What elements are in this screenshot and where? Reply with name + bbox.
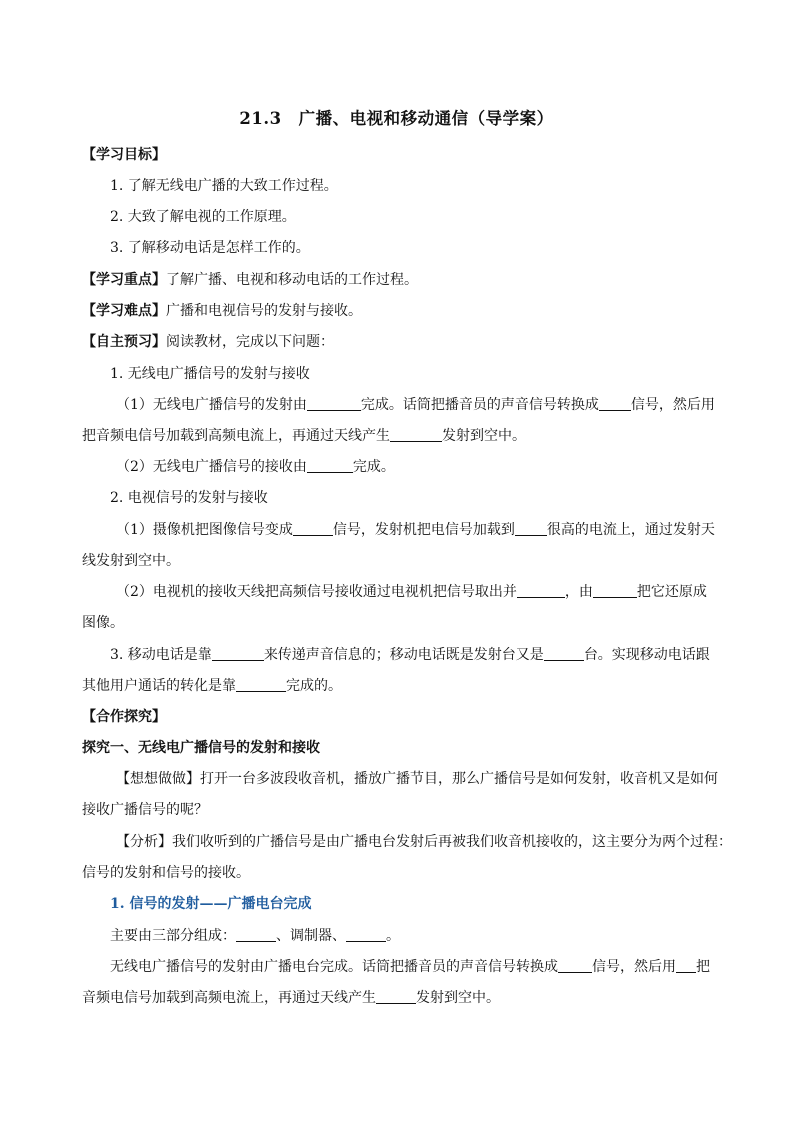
q2-p1-text-b: 信号，发射机把电信号加载到: [332, 522, 515, 538]
q3-p1b-text-b: 完成的。: [286, 678, 342, 694]
difficulty-label: 【学习难点】: [82, 303, 166, 319]
key-point-text: 了解广播、电视和移动电话的工作过程。: [166, 272, 418, 288]
blank-field[interactable]: [236, 927, 276, 942]
blank-field[interactable]: [390, 427, 442, 442]
q2-p2-text-b: ，由: [564, 584, 593, 600]
blank-field[interactable]: [558, 958, 592, 973]
blank-field[interactable]: [676, 958, 696, 973]
objective-item-3: 3. 了解移动电话是怎样工作的。: [110, 240, 310, 256]
para-line: [110, 957, 740, 977]
q1-p2-text-b: 完成。: [352, 459, 395, 475]
preview-line: [82, 332, 712, 352]
q1-para1: [116, 395, 746, 415]
blank-field[interactable]: [515, 521, 547, 536]
q1-p2-text-a: （2）无线电广播信号的接收由: [116, 459, 307, 475]
q3-para1: [110, 645, 740, 665]
para-text-b: 信号，然后用: [592, 959, 676, 975]
q3-para1b: [82, 676, 712, 696]
key-point-line: [82, 270, 712, 290]
sub-heading-1: 1. 信号的发射——广播电台完成: [110, 896, 312, 912]
blank-field[interactable]: [517, 583, 565, 598]
q1-para1b: [82, 426, 712, 446]
blank-field[interactable]: [599, 396, 631, 411]
objective-item-2: 2. 大致了解电视的工作原理。: [110, 209, 296, 225]
difficulty-line: [82, 301, 712, 321]
blank-field[interactable]: [293, 521, 333, 536]
compose-text-c: 。: [386, 928, 400, 944]
q2-para1b: 线发射到空中。: [82, 553, 180, 569]
difficulty-text: 广播和电视信号的发射与接收。: [166, 303, 362, 319]
para-line-2: [82, 988, 712, 1008]
q1-p1-text-b: 完成。话筒把播音员的声音信号转换成: [360, 397, 599, 413]
think-line: [116, 769, 746, 789]
para-text-c: 把: [696, 959, 710, 975]
blank-field[interactable]: [593, 583, 637, 598]
q2-para2: [116, 582, 746, 602]
think-label: 【想想做做】: [116, 771, 200, 787]
q2-para1: [116, 520, 746, 540]
analysis-text: 我们收听到的广播信号是由广播电台发射后再被我们收音机接收的，这主要分为两个过程：: [172, 834, 732, 850]
analysis-label: 【分析】: [116, 834, 172, 850]
blank-field[interactable]: [307, 458, 353, 473]
key-point-label: 【学习重点】: [82, 272, 166, 288]
q3-p1-text-c: 台。实现移动电话跟: [583, 647, 710, 663]
page-title: 21.3 广播、电视和移动通信（导学案）: [239, 109, 554, 128]
blank-field[interactable]: [544, 646, 584, 661]
q2-p1-text-c: 很高的电流上，通过发射天: [546, 522, 715, 538]
q3-p1-text-b: 来传递声音信息的；移动电话既是发射台又是: [263, 647, 544, 663]
q1-para2: [116, 457, 746, 477]
q2-para2b: 图像。: [82, 615, 124, 631]
q1-p1-text-a: （1）无线电广播信号的发射由: [116, 397, 307, 413]
q1-heading: 1. 无线电广播信号的发射与接收: [110, 366, 310, 382]
preview-label: 【自主预习】: [82, 334, 166, 350]
q3-p1b-text-a: 其他用户通话的转化是靠: [82, 678, 236, 694]
compose-line: [110, 926, 740, 946]
compose-text-b: 、调制器、: [276, 928, 346, 944]
q2-p1-text-a: （1）摄像机把图像信号变成: [116, 522, 293, 538]
para2-text-b: 发射到空中。: [416, 990, 500, 1006]
blank-field[interactable]: [346, 927, 386, 942]
q2-heading: 2. 电视信号的发射与接收: [110, 490, 268, 506]
cooperate-heading: 【合作探究】: [82, 709, 166, 725]
inquiry-1-heading: 探究一、无线电广播信号的发射和接收: [82, 740, 320, 756]
blank-field[interactable]: [307, 396, 361, 411]
q1-p1b-text-a: 把音频电信号加载到高频电流上，再通过天线产生: [82, 428, 390, 444]
para2-text-a: 音频电信号加载到高频电流上，再通过天线产生: [82, 990, 376, 1006]
think-line-2: 接收广播信号的呢？: [82, 802, 208, 818]
blank-field[interactable]: [236, 677, 286, 692]
objective-item-1: 1. 了解无线电广播的大致工作过程。: [110, 178, 338, 194]
analysis-line: [116, 832, 746, 852]
q3-p1-text-a: 3. 移动电话是靠: [110, 647, 212, 663]
blank-field[interactable]: [376, 989, 416, 1004]
analysis-line-2: 信号的发射和信号的接收。: [82, 865, 250, 881]
preview-text: 阅读教材，完成以下问题：: [166, 334, 334, 350]
q2-p2-text-a: （2）电视机的接收天线把高频信号接收通过电视机把信号取出并: [116, 584, 517, 600]
compose-text-a: 主要由三部分组成：: [110, 928, 236, 944]
q1-p1-text-c: 信号，然后用: [630, 397, 715, 413]
objectives-heading: 【学习目标】: [82, 147, 166, 163]
q2-p2-text-c: 把它还原成: [636, 584, 707, 600]
blank-field[interactable]: [212, 646, 264, 661]
think-text: 打开一台多波段收音机，播放广播节目，那么广播信号是如何发射，收音机又是如何: [200, 771, 718, 787]
para-text-a: 无线电广播信号的发射由广播电台完成。话筒把播音员的声音信号转换成: [110, 959, 558, 975]
q1-p1b-text-b: 发射到空中。: [442, 428, 526, 444]
